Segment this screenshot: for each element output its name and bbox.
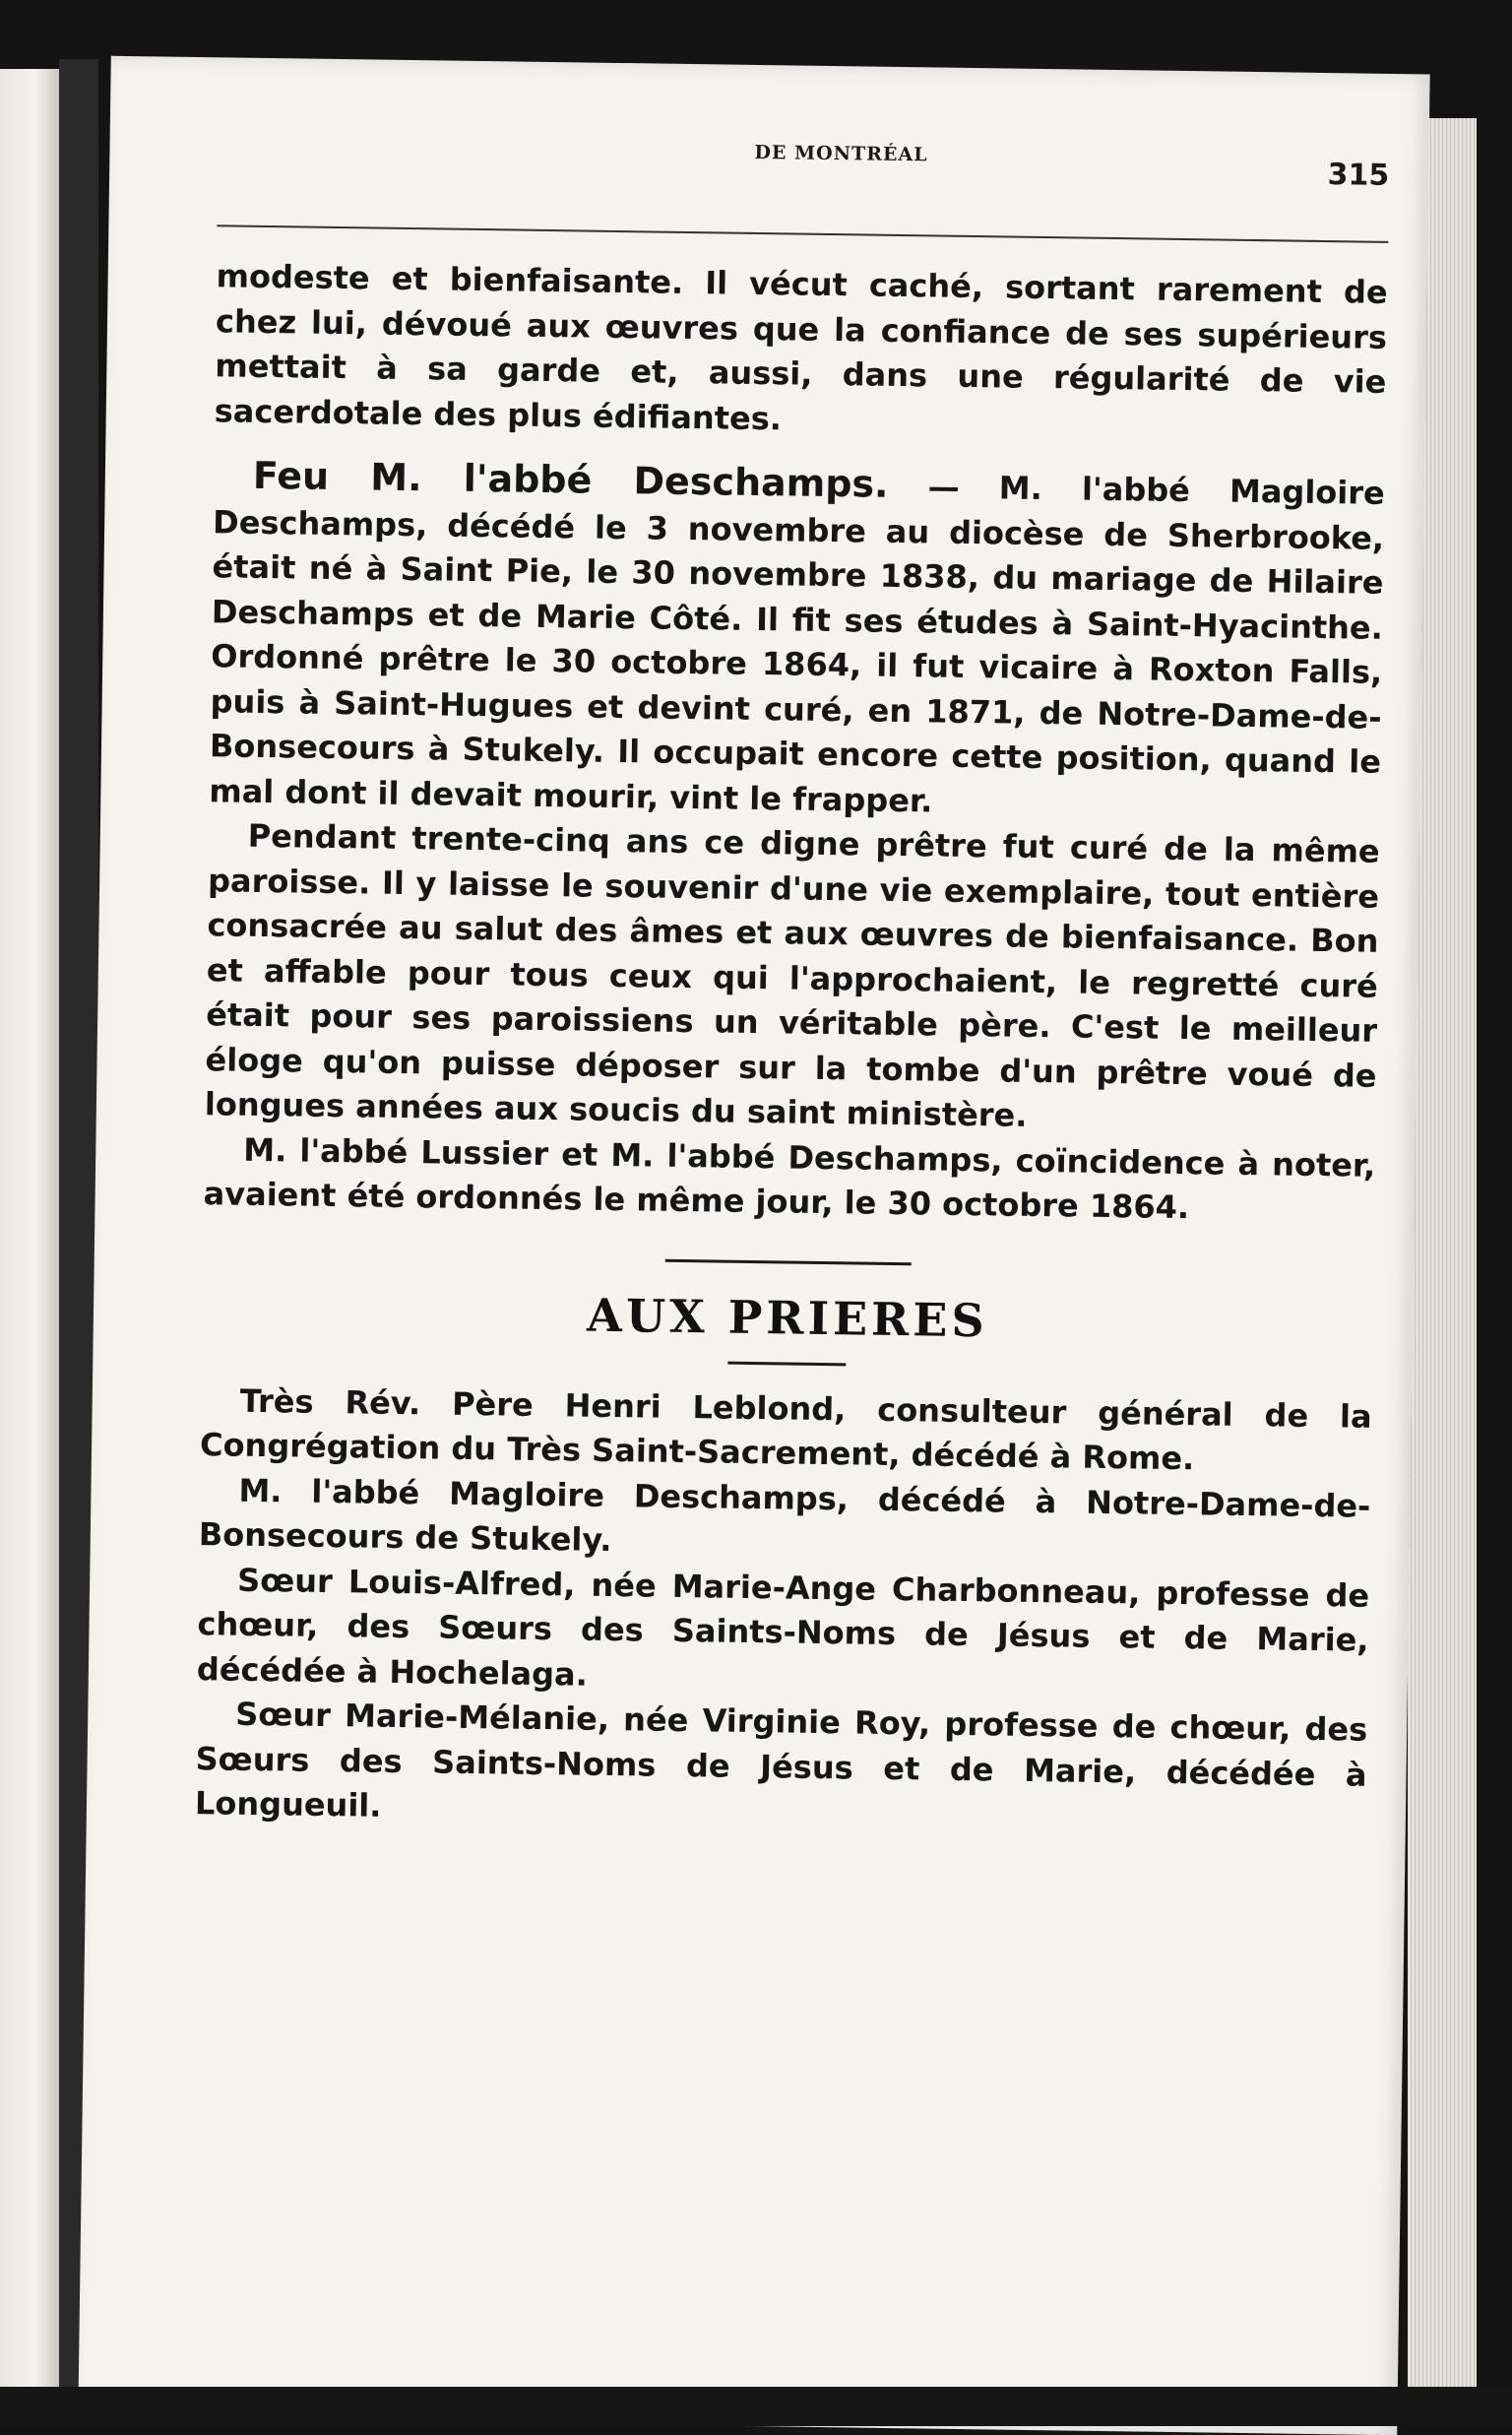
bottom-shadow: [0, 2387, 1512, 2426]
paragraph-feu-deschamps: [209, 453, 1385, 830]
section-title: AUX PRIERES: [586, 1288, 989, 1347]
running-title: DE MONTRÉAL: [754, 141, 928, 166]
prayer-item: M. l'abbé Magloire Deschamps, décédé à Notre-Dame-de-Bonsecours de Stukely.: [198, 1471, 1371, 1560]
obituary-heading: Feu M. l'abbé Deschamps.: [252, 453, 889, 506]
page-number: 315: [1327, 158, 1390, 193]
obituary-text: — M. l'abbé Magloire Deschamps, décédé le 3 novembre au diocèse de Sherbrooke, était né à Saint Pie, le 30 novembre 1838, du mariage de Hilaire Deschamps et de Marie Côté. Il fit ses études à Saint-Hyacinthe. Ordonné prêtre le 30 octobre 1864, il fut vicaire à Roxton Falls, puis à Saint-Hugues et devint curé, en 1871, de Notre-Dame-de-Bonsecours à Stukely. Il occupait encore cette position, quand le mal dont il devait mourir, vint le frapper.: [209, 468, 1386, 819]
paragraph-trente-cinq: Pendant trente-cinq ans ce digne prêtre fut curé de la même paroisse. Il y laisse le souvenir d'une vie exemplaire, tout entière consacrée au salut des âmes et aux œuvres de bienfaisance. Bon et affable pour tous ceux qui l'approchaient, le regretté curé était pour ses paroissiens un véritable père. C'est le meilleur éloge qu'on puisse déposer sur la tombe d'un prêtre voué de longues années aux soucis du saint ministère.: [204, 816, 1380, 1134]
section-separator: [665, 1258, 912, 1264]
prayer-item: Sœur Louis-Alfred, née Marie-Ange Charbonneau, professe de chœur, des Sœurs des Saints-Noms de Jésus et de Marie, décédée à Hochelaga.: [196, 1561, 1370, 1694]
left-page-edge: [0, 69, 59, 2426]
section-title-underline: [727, 1361, 846, 1366]
book-page: [78, 56, 1429, 2435]
paragraph-coincidence: M. l'abbé Lussier et M. l'abbé Deschamps, coïncidence à noter, avaient été ordonnés le même jour, le 30 octobre 1864.: [203, 1130, 1376, 1227]
running-head: [219, 134, 1390, 193]
body-text: [195, 254, 1388, 1842]
prayer-item: Sœur Marie-Mélanie, née Virginie Roy, professe de chœur, des Sœurs des Saints-Noms de Jésus et de Marie, décédée à Longueuil.: [194, 1695, 1368, 1825]
prayer-item: Très Rév. Père Henri Leblond, consulteur général de la Congrégation du Très Saint-Sacrement, décédé à Rome.: [199, 1381, 1372, 1478]
header-rule: [217, 224, 1388, 243]
paragraph-continuation: modeste et bienfaisante. Il vécut caché, sortant rarement de chez lui, dévoué aux œuvres que la confiance de ses supérieurs mettait à sa garde et, aussi, dans une régularité de vie sacerdotale des plus édifiantes.: [214, 257, 1388, 437]
